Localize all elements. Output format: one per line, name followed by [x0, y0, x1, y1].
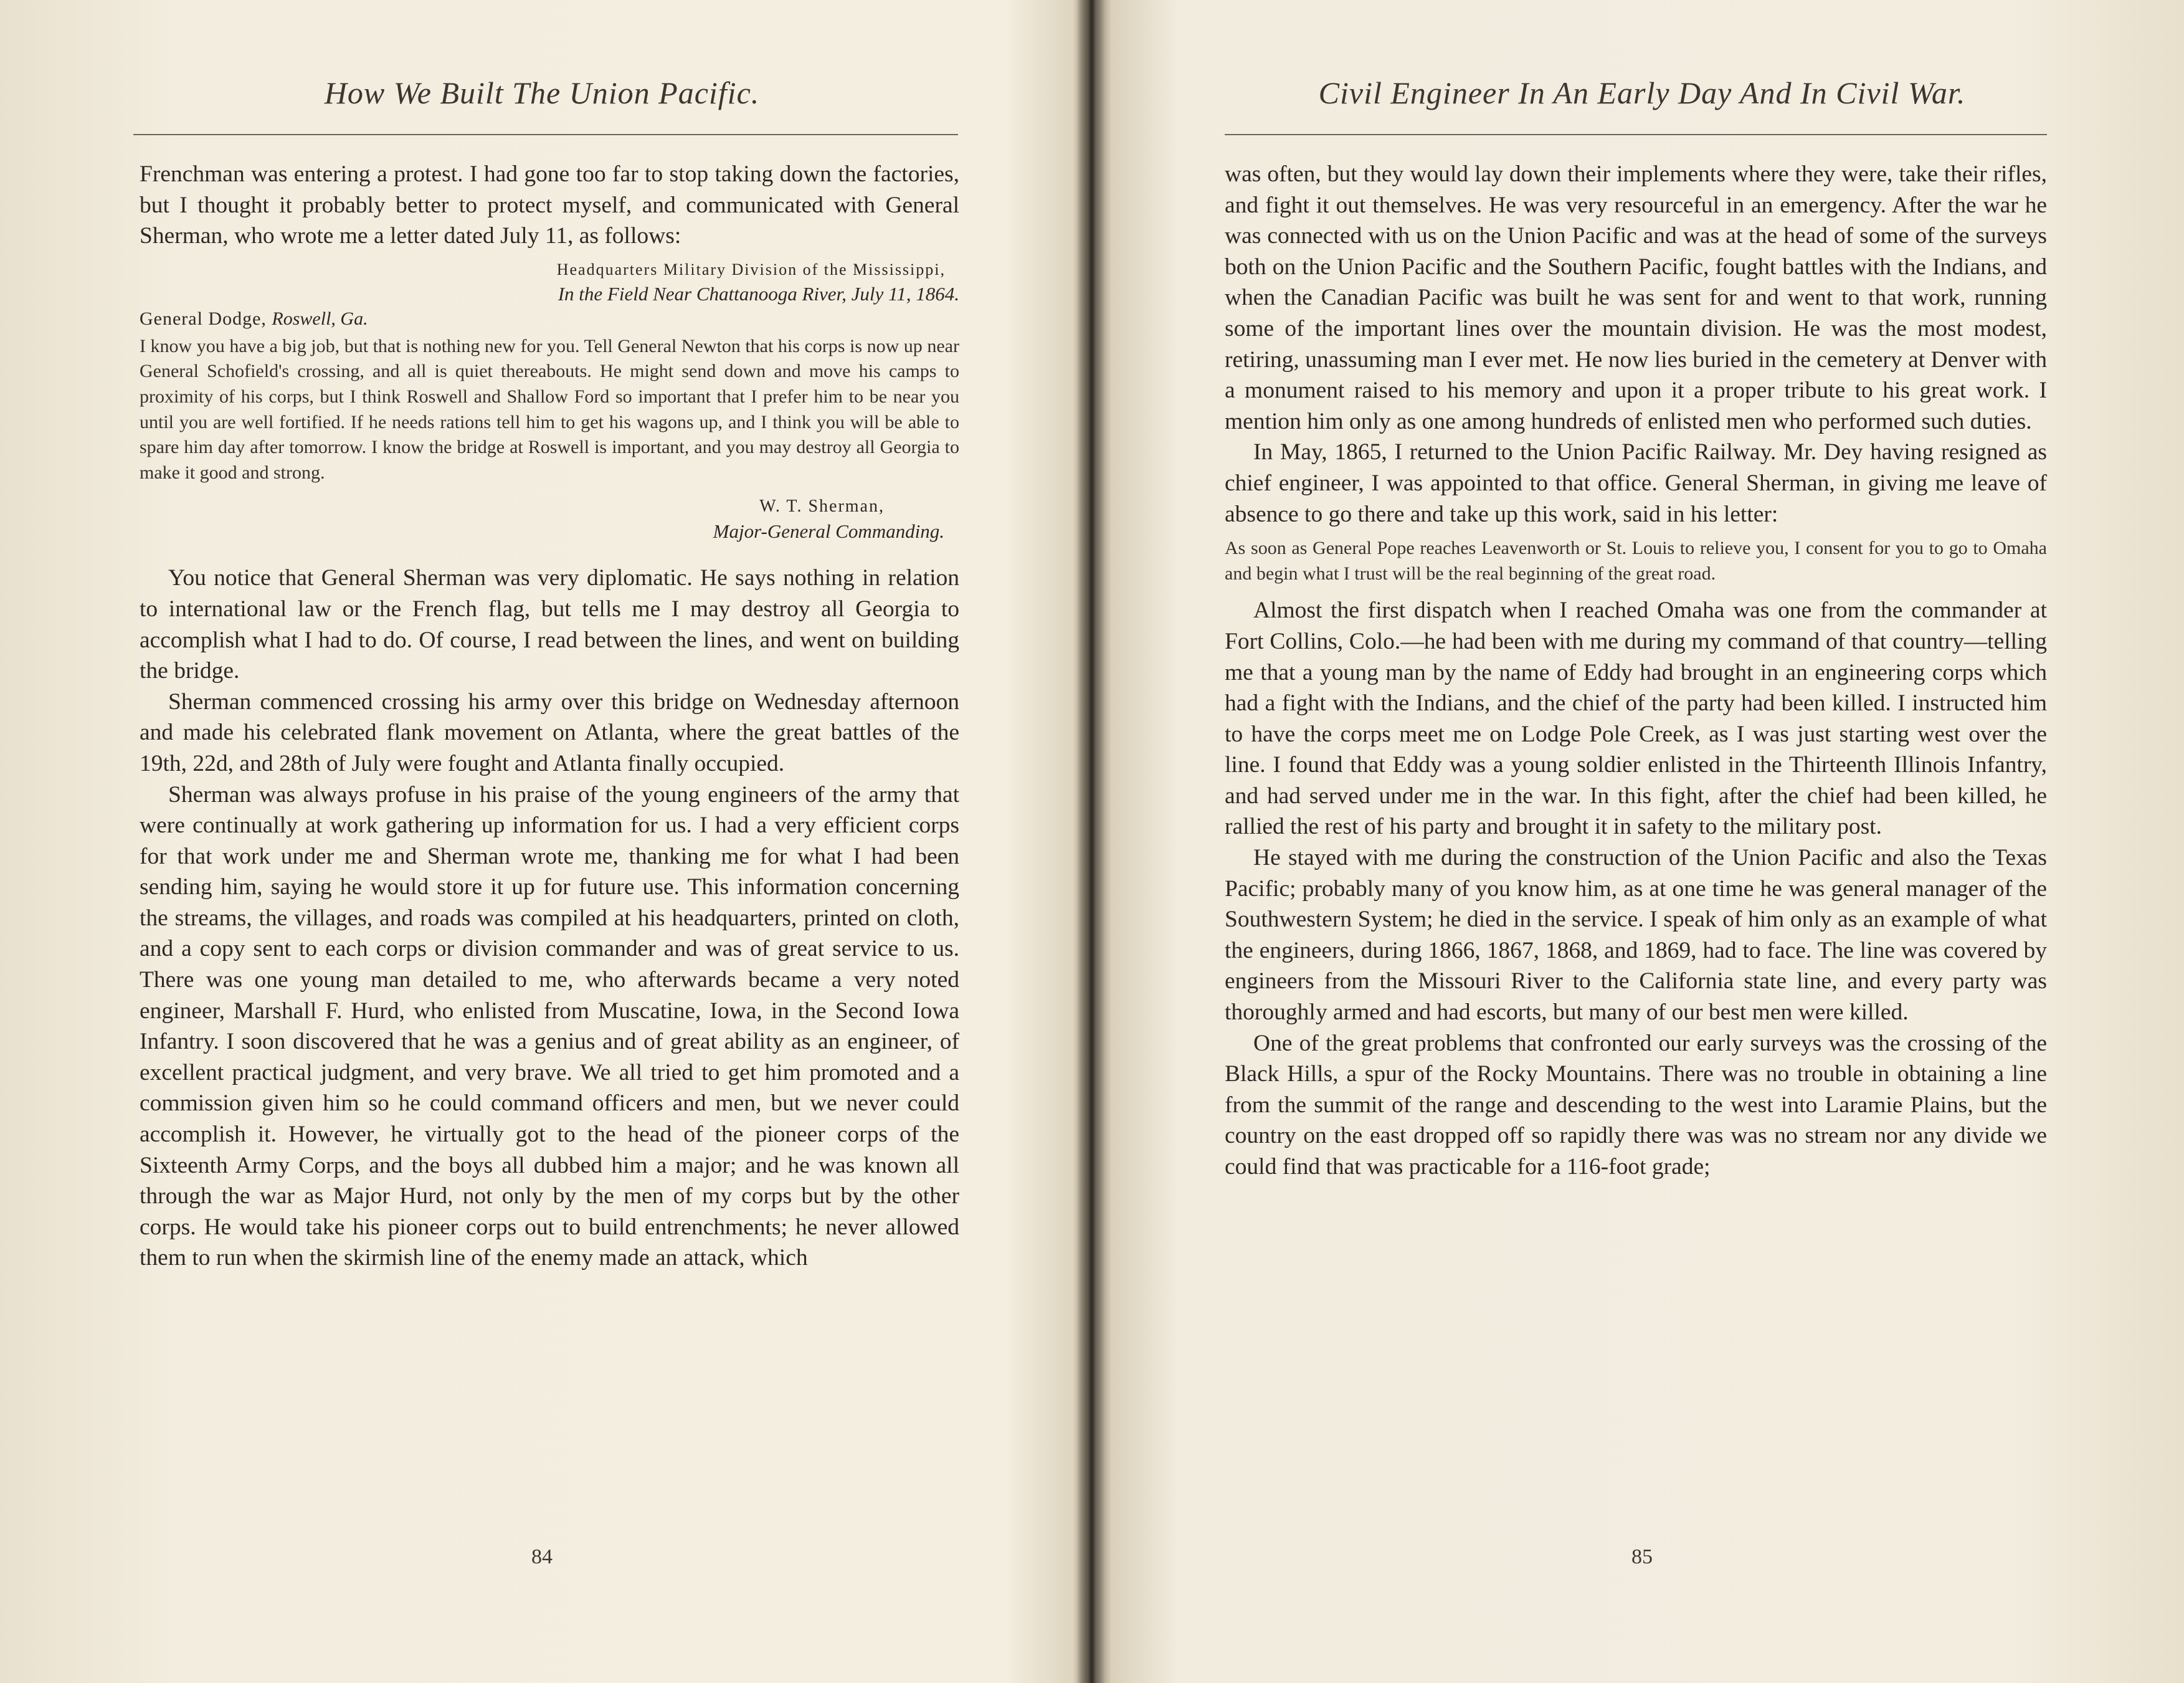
sherman-letter	[140, 258, 959, 545]
letter-signature: W. T. Sherman,	[759, 497, 885, 517]
right-paragraph-1: was often, but they would lay down their implements where they were, take their rifles, and fight it out themselves. He was very resourceful in an emergency. After the war he was connected with us on the Union Pacific and was at the head of some of the surveys both on the Union Pacific and the Southern Pacific, fought battles with the Indians, and when the Canadian Pacific was built he was sent for and went to that work, running some of the important lines over the mountain division. He was the most modest, retiring, unassuming man I ever met. He now lies buried in the cemetery at Denver with a monument raised to his memory and upon it a proper tribute to his great work. I mention him only as one among hundreds of enlisted men who performed such duties.	[1225, 161, 2047, 434]
right-running-head: Civil Engineer In An Early Day And In Civil War.	[1318, 75, 1966, 110]
left-paragraph-4: Sherman was always profuse in his praise of the young engineers of the army that were continually at work gathering up information for us. I had a very efficient corps for that work under me and Sherman wrote me, thanking me for what I had been sending him, saying he would store it up for future use. This information concerning the streams, the villages, and roads was compiled at his headquarters, printed on cloth, and a copy sent to each corps or division commander and was of great service to us. There was one young man detailed to me, who afterwards became a very noted engineer, Marshall F. Hurd, who enlisted from Muscatine, Iowa, in the Second Iowa Infantry. I soon discovered that he was a genius and of great ability as an engineer, of excellent practical judgment, and very brave. We all tried to get him promoted and a commission given him so he could command officers and men, but we never could accomplish it. However, he virtually got to the head of the pioneer corps of the Sixteenth Army Corps, and the boys all dubbed him a major; and he was known all through the war as Major Hurd, not only by the men of my corps but by the other corps. He would take his pioneer corps out to build entrenchments; he never allowed them to run when the skirmish line of the enemy made an attack, which	[140, 781, 959, 1271]
left-body-text	[140, 159, 959, 1274]
right-paragraph-5: One of the great problems that confronted our early surveys was the crossing of the Black Hills, a spur of the Rocky Mountains. There was no trouble in obtaining a line from the summit of the range and descending to the west into Laramie Plains, but the country on the east dropped off so rapidly there was was no stream nor any divide we could find that was practicable for a 116-foot grade;	[1225, 1030, 2047, 1180]
left-page	[0, 0, 1084, 1683]
left-paragraph-1: Frenchman was entering a protest. I had gone too far to stop taking down the factories, but I thought it probably better to protect myself, and communicated with General Sherman, who wrote me a letter dated July 11, as follows:	[140, 161, 959, 249]
letter-body: I know you have a big job, but that is nothing new for you. Tell General Newton that his corps is now up near General Schofield's crossing, and all is quiet thereabouts. He might send down and move his camps to proximity of his corps, but I think Roswell and Shallow Ford so important that I prefer him to be near you until you are well fortified. If he needs rations tell him to get his wagons up, and I think you will be able to spare him day after tomorrow. I know the bridge at Roswell is important, and you may destroy all Georgia to make it good and strong.	[140, 335, 959, 483]
right-page	[1100, 0, 2184, 1683]
right-body-text	[1225, 159, 2047, 1183]
right-paragraph-3: Almost the first dispatch when I reached Omaha was one from the commander at Fort Collins, Colo.—he had been with me during my command of that country—telling me that a young man by the name of Eddy had brought in an engineering corps which had a fight with the Indians, and the chief of the party had been killed. I instructed him to have the corps meet me on Lodge Pole Creek, as I was just starting west over the line. I found that Eddy was a young soldier enlisted in the Thirteenth Illinois Infantry, and had served under me in the war. In this fight, after the chief had been killed, he rallied the rest of his party and brought it in safety to the military post.	[1225, 598, 2047, 840]
letter-addressee-place: Roswell, Ga.	[272, 308, 368, 329]
right-page-number: 85	[1631, 1545, 1653, 1568]
left-paragraph-2: You notice that General Sherman was very diplomatic. He says nothing in relation to international law or the French flag, but tells me I may destroy all Georgia to accomplish what I had to do. Of course, I read between the lines, and went on building the bridge.	[140, 565, 959, 684]
sherman-quote: As soon as General Pope reaches Leavenworth or St. Louis to relieve you, I consent for you to go to Omaha and begin what I trust will be the real beginning of the great road.	[1225, 538, 2047, 584]
letter-signature-title: Major-General Commanding.	[713, 520, 944, 543]
left-running-head: How We Built The Union Pacific.	[324, 75, 760, 110]
right-paragraph-4: He stayed with me during the construction of the Union Pacific and also the Texas Pacific; probably many of you know him, as at one time he was general manager of the Southwestern System; he died in the service. I speak of him only as an example of what the engineers, during 1866, 1867, 1868, and 1869, had to face. The line was covered by engineers from the Missouri River to the California state line, and every party was thoroughly armed and had escorts, but many of our best men were killed.	[1225, 845, 2047, 1026]
letter-header: Headquarters Military Division of the Mississippi,	[556, 260, 946, 279]
letter-place-date: In the Field Near Chattanooga River, July 11, 1864.	[558, 282, 959, 305]
left-page-number: 84	[531, 1545, 553, 1568]
left-paragraph-3: Sherman commenced crossing his army over this bridge on Wednesday afternoon and made his celebrated flank movement on Atlanta, where the great battles of the 19th, 22d, and 28th of July were fought and Atlanta finally occupied.	[140, 689, 959, 776]
letter-addressee-name: General Dodge,	[140, 308, 267, 329]
letter-addressee	[140, 307, 959, 331]
left-header-rule	[133, 134, 958, 135]
right-header-rule	[1225, 134, 2047, 135]
right-paragraph-2: In May, 1865, I returned to the Union Pacific Railway. Mr. Dey having resigned as chief engineer, I was appointed to that office. General Sherman, in giving me leave of absence to go there and take up this work, said in his letter:	[1225, 439, 2047, 527]
